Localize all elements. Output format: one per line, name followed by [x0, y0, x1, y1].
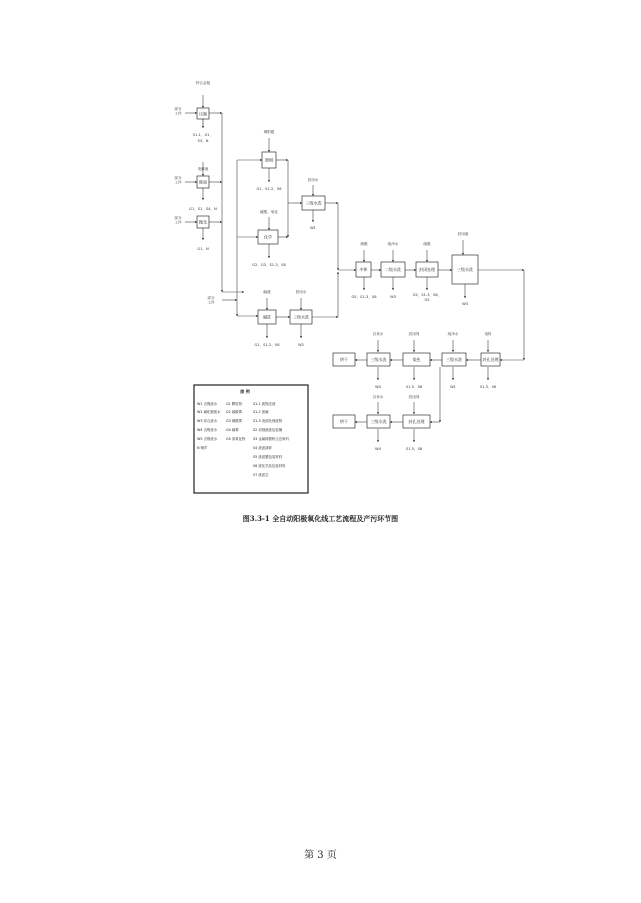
legend-item: G5 氮氧化物 [226, 437, 246, 441]
flow-label: 硫酸 [423, 242, 431, 246]
node-label: 二级水洗 [385, 267, 401, 272]
flow-label: 碱液 [263, 290, 271, 294]
node-label: 抛光 [199, 219, 207, 225]
node-label: 三级水洗 [370, 419, 387, 424]
node-label: 三级水洗 [305, 200, 322, 206]
flow-label: 纯净水 [447, 332, 459, 336]
flow-label: W1 [310, 226, 316, 230]
flow-label: G1、N [197, 247, 209, 251]
node-label: 三级水洗 [457, 267, 473, 272]
flow-label: 铜阳极 [263, 130, 275, 134]
node-label: 烘干 [340, 357, 348, 362]
flow-label: 部分工件 [174, 107, 182, 116]
legend-item: S2 切削液废包装桶 [253, 428, 283, 432]
legend-item: N 噪声 [197, 446, 208, 450]
flow-label: 封闭液 [457, 232, 469, 236]
flow-label: G2、G3、S1-3、S6 [252, 263, 286, 267]
flow-label: W3 [390, 295, 396, 299]
flow-label: 封闭剂 [408, 395, 420, 399]
flow-label: S1-5、S6 [405, 447, 423, 451]
flow-label: 电解液 [197, 167, 209, 171]
flow-label: 自来水 [372, 395, 384, 399]
flow-label: G5、S1-3、S6 [351, 295, 377, 299]
legend-item: W3 综合废水 [197, 419, 218, 423]
legend-item: G2 硫酸雾 [226, 410, 243, 414]
flow-label: S1-1、G1、 S3、N [192, 133, 214, 143]
flow-label: G1、S1-2、S6 [256, 187, 282, 191]
legend-item: S3 金属研磨粉尘边角料 [253, 437, 289, 441]
node-label: 染色 [412, 357, 421, 362]
flow-label: 回用水 [307, 178, 319, 182]
legend-item: S6 废化学品包装材料 [253, 464, 286, 468]
flow-label: S1-5、S6 [479, 385, 497, 389]
flow-label: 硝酸 [360, 242, 368, 246]
legend-item: S1-2 废碱 [253, 410, 269, 414]
legend-item: G4 碱雾 [226, 428, 239, 432]
figure-caption: 图3.3-1 全自动阳极氧化线工艺流程及产污环节图 [242, 514, 399, 523]
node-label: 三级水洗 [370, 357, 387, 362]
page-number: 第 3 页 [304, 850, 337, 861]
flow-label: G1、S1-2、S6 [254, 343, 280, 347]
flow-label: G1、S1、S4、N [189, 207, 217, 211]
flow-label: 染料 [484, 332, 492, 336]
flow-label: W4 [375, 447, 381, 451]
flow-label: W1 [450, 385, 456, 389]
legend-item: W5 含铬废水 [197, 437, 218, 441]
legend-item: G3 硝酸雾 [226, 419, 243, 423]
node-label: 三级水洗 [293, 314, 309, 320]
node-label: 中和 [359, 267, 368, 272]
flow-label: 部分工件 [174, 216, 182, 225]
legend-item: W2 碱化镀废水 [197, 410, 221, 414]
legend-item: S4 废滤渣碎 [253, 446, 272, 450]
legend-item: W4 含铬废水 [197, 428, 218, 432]
flow-label: 回用水 [295, 290, 307, 294]
node-label: 封孔处理 [408, 419, 425, 424]
flow-label: 封闭剂 [408, 332, 420, 336]
legend-item: S7 废滤芯 [253, 473, 269, 477]
node-label: 三级水洗 [446, 357, 462, 362]
flow-label: W3 [462, 302, 468, 306]
legend-item: S1-1 废抛光液 [253, 402, 276, 406]
node-label: 封闭处理 [419, 267, 435, 272]
legend-item: S1-3 表面处理废物 [253, 419, 283, 423]
flow-label: 部分工件 [174, 176, 182, 185]
node-label: 烘干 [340, 419, 348, 424]
legend-item: G1 颗粒物 [226, 402, 243, 406]
flow-label: G2、S1-3、S6、 G5 [412, 293, 442, 302]
flow-label: W4 [375, 385, 381, 389]
flow-label: W2 [298, 343, 304, 347]
node-label: 化学 [264, 234, 272, 240]
flow-label: 部分工件 [207, 296, 215, 305]
flow-label: 硫酸、氧化 [260, 210, 278, 214]
legend-title: 图 例 [240, 389, 250, 394]
node-label: 除油 [199, 179, 207, 185]
node-label: 镀铜 [265, 157, 273, 163]
legend-item: S5 废滤膜包装材料 [253, 455, 283, 459]
legend-item: W1 含镍废水 [197, 402, 218, 406]
node-label: 压制 [199, 111, 207, 117]
node-label: 碱洗 [263, 314, 271, 320]
flow-label: 自来水 [372, 332, 384, 336]
node-label: 封孔处理 [482, 357, 499, 362]
flow-label: S1-5、S6 [405, 385, 423, 389]
flow-label: 纯净水 [387, 242, 399, 246]
legend [194, 385, 308, 493]
flow-label: 锌合金板 [195, 81, 211, 85]
